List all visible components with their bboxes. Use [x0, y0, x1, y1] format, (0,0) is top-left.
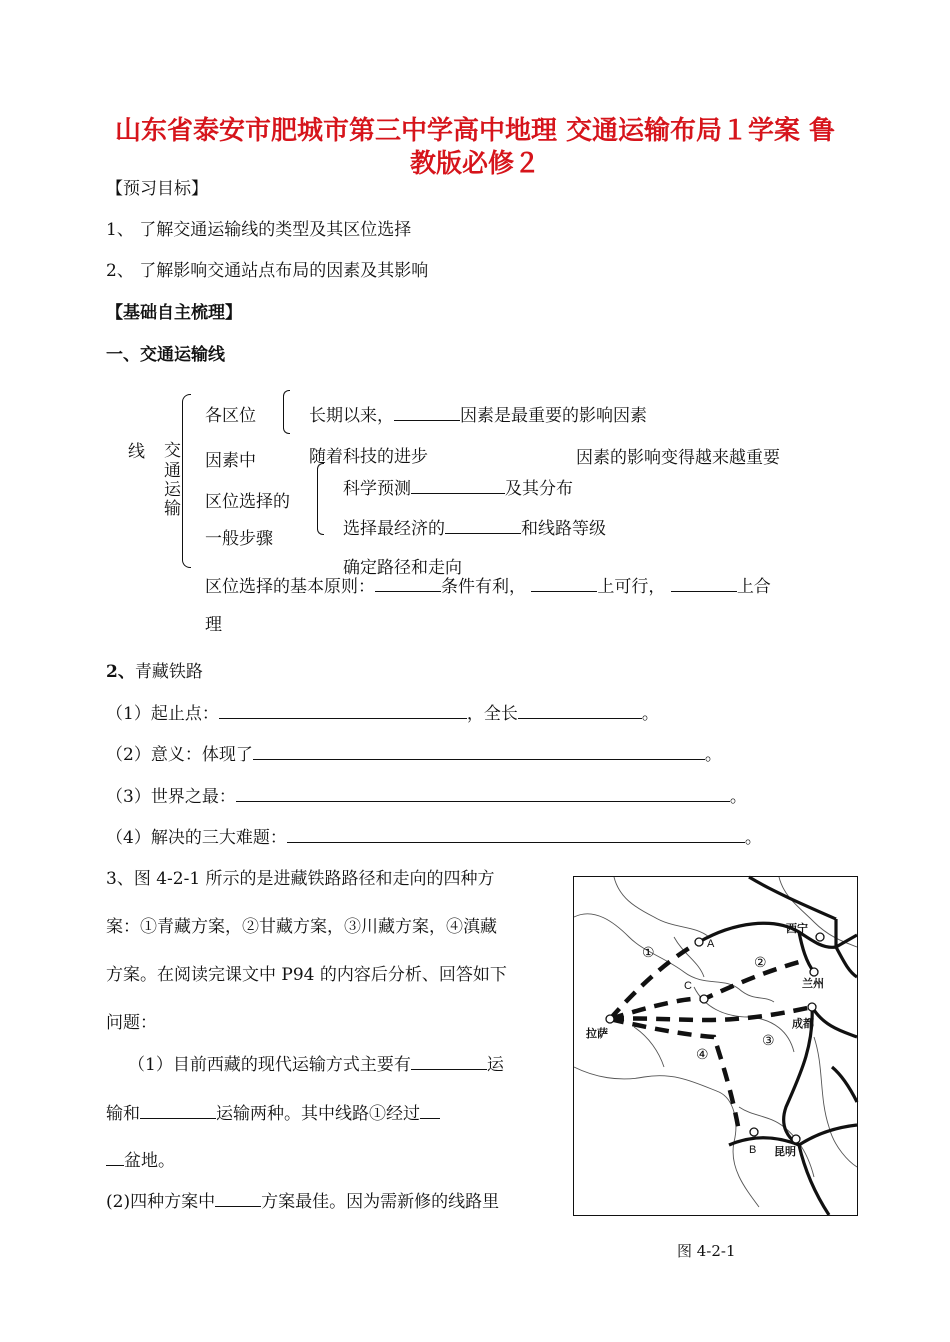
- label-lasa: 拉萨: [586, 1028, 608, 1040]
- label-chengdu: 成都: [792, 1018, 814, 1030]
- map-caption: 图 4-2-1: [677, 1242, 736, 1260]
- basic-heading: 【基础自主梳理】: [106, 303, 242, 323]
- factors-blank-1[interactable]: [394, 403, 460, 421]
- factors-item-1: 长期以来， 因素是最重要的影响因素: [309, 401, 647, 426]
- q3-2: (2)四种方案中 方案最佳。因为需新修的线路里: [106, 1187, 499, 1212]
- vertical-label-2: 通: [164, 461, 181, 481]
- section2-heading: 2、青藏铁路: [106, 662, 203, 682]
- step-1: 科学预测 及其分布: [343, 474, 573, 499]
- label-point-b: B: [749, 1144, 757, 1156]
- label-route-1: ①: [642, 944, 655, 960]
- steps-label-1: 区位选择的: [205, 492, 290, 512]
- q3-2-blank[interactable]: [215, 1189, 261, 1207]
- q2-1-blank-b[interactable]: [518, 701, 642, 719]
- step2-blank[interactable]: [445, 516, 521, 534]
- q2-1-blank-a[interactable]: [219, 701, 467, 719]
- label-point-a: A: [707, 938, 715, 950]
- factors-label-2: 因素中: [205, 451, 256, 471]
- outer-brace: [182, 394, 191, 568]
- label-route-2: ②: [754, 954, 767, 970]
- q3-1-line-1: （1）目前西藏的现代运输方式主要有 运: [128, 1050, 504, 1075]
- q2-2: （2）意义：体现了 。: [106, 740, 722, 765]
- q3-1-blank-b[interactable]: [140, 1101, 216, 1119]
- q3-1-blank-c[interactable]: [420, 1101, 440, 1119]
- q3-1-line-2: 输和 运输两种。其中线路①经过: [106, 1099, 440, 1124]
- preview-heading: 【预习目标】: [106, 179, 208, 199]
- q3-1-blank-d[interactable]: [106, 1148, 124, 1166]
- label-xining: 西宁: [786, 923, 808, 935]
- principle-blank-1[interactable]: [375, 574, 441, 592]
- label-route-3: ③: [762, 1032, 775, 1048]
- factors-label-1: 各区位: [205, 406, 256, 426]
- label-lanzhou: 兰州: [802, 978, 824, 990]
- railway-route-map: [573, 876, 858, 1216]
- q3-1-blank-a[interactable]: [411, 1052, 487, 1070]
- q2-3-blank[interactable]: [236, 784, 730, 802]
- vertical-label-4: 输: [164, 499, 181, 519]
- principle-blank-3[interactable]: [671, 574, 737, 592]
- document-title-line1: 山东省泰安市肥城市第三中学高中地理 交通运输布局１学案 鲁: [114, 116, 836, 146]
- existing-railways: [699, 877, 857, 1215]
- factors-brace: [283, 390, 290, 434]
- steps-brace: [317, 463, 324, 535]
- preview-item-2: 2、 了解影响交通站点布局的因素及其影响: [106, 261, 429, 281]
- steps-label-2: 一般步骤: [205, 529, 273, 549]
- label-route-4: ④: [696, 1046, 709, 1062]
- vertical-label-1: 交: [164, 441, 181, 461]
- factors-item-2-left: 随着科技的进步: [309, 447, 428, 467]
- vertical-label-3: 运: [164, 480, 181, 500]
- q2-4: （4）解决的三大难题： 。: [106, 823, 762, 848]
- principle-wrap: 理: [205, 615, 222, 635]
- section3-line-1: 3、图 4-2-1 所示的是进藏铁路路径和走向的四种方: [106, 869, 495, 889]
- section3-line-4: 问题：: [106, 1013, 157, 1033]
- principle-line: 区位选择的基本原则： 条件有利， 上可行， 上合: [205, 572, 771, 597]
- section3-line-2: 案：①青藏方案，②甘藏方案，③川藏方案，④滇藏: [106, 917, 497, 937]
- proposed-routes: [610, 942, 812, 1132]
- map-graphic: [574, 877, 857, 1215]
- factors-item-2-right: 因素的影响变得越来越重要: [576, 448, 780, 468]
- step1-blank[interactable]: [411, 476, 505, 494]
- q2-4-blank[interactable]: [287, 825, 745, 843]
- q2-1: （1）起止点： ，全长 。: [106, 699, 659, 724]
- document-title-line2: 教版必修２: [409, 149, 540, 179]
- section3-line-3: 方案。在阅读完课文中 P94 的内容后分析、回答如下: [106, 965, 507, 985]
- step-3: 确定路径和走向: [343, 558, 462, 578]
- preview-item-1: 1、 了解交通运输线的类型及其区位选择: [106, 220, 412, 240]
- label-point-c: C: [684, 980, 692, 992]
- q3-1-line-3: 盆地。: [106, 1146, 175, 1171]
- principle-blank-2[interactable]: [531, 574, 597, 592]
- side-label: 线: [128, 442, 145, 462]
- section1-heading: 一、交通运输线: [106, 345, 225, 365]
- q2-3: （3）世界之最： 。: [106, 782, 747, 807]
- label-kunming: 昆明: [774, 1146, 796, 1158]
- q2-2-blank[interactable]: [253, 742, 705, 760]
- step-2: 选择最经济的 和线路等级: [343, 514, 606, 539]
- boundary-lines: [574, 877, 857, 1207]
